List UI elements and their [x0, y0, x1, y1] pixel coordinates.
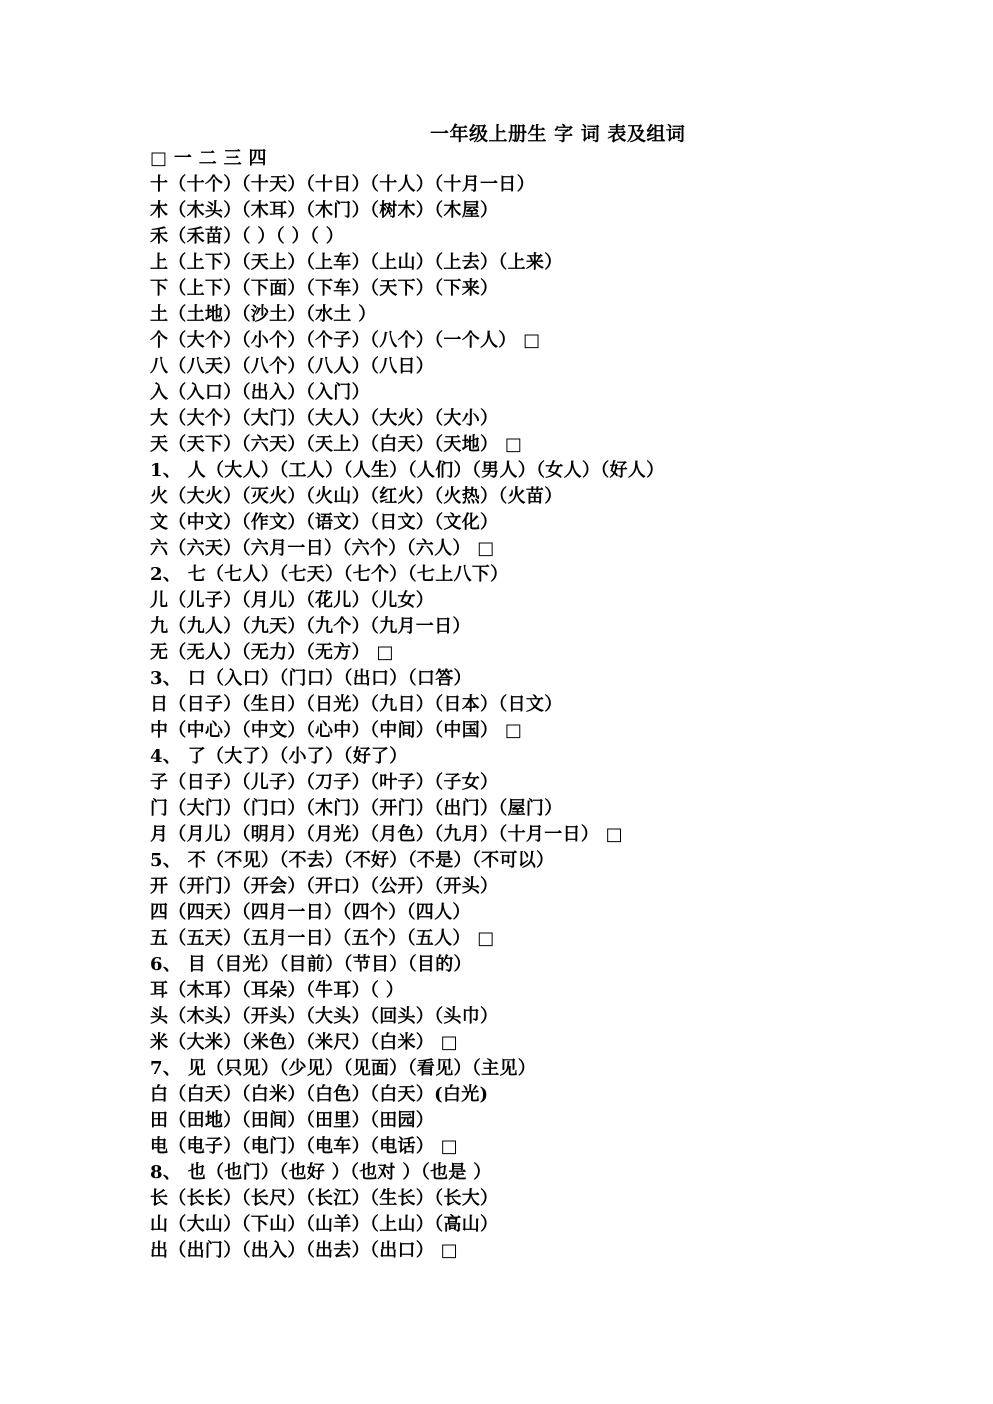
vocabulary-line: 十（十个）（十天）（十日）（十人）（十月一日）	[150, 174, 535, 195]
vocabulary-line: 门（大门）（门口）（木门）（开门）（出门）（屋门）	[150, 798, 563, 819]
vocabulary-line: 文（中文）（作文）（语文）（日文）（文化）	[150, 512, 499, 533]
vocabulary-line: 头（木头）（开头）（大头）（回头）（头巾）	[150, 1006, 499, 1027]
vocabulary-line: 上（上下）（天上）（上车）（上山）（上去）（上来）	[150, 252, 563, 273]
vocabulary-line: 无（无人）（无力）（无方） □	[150, 642, 394, 663]
vocabulary-line: 子（日子）（儿子）（刀子）（叶子）（子女）	[150, 772, 499, 793]
vocabulary-line: 1、 人（大人）（工人）（人生）（人们）（男人）（女人）（好人）	[150, 460, 665, 481]
vocabulary-line: 中（中心）（中文）（心中）（中间）（中国） □	[150, 720, 523, 741]
vocabulary-line: 四（四天）（四月一日）（四个）（四人）	[150, 902, 471, 923]
vocabulary-line: 山（大山）（下山）（山羊）（上山）（高山）	[150, 1214, 499, 1235]
vocabulary-line: 3、 口（入口）（门口）（出口）（口答）	[150, 668, 472, 689]
vocabulary-line: 7、 见（只见）（少见）（见面）（看见）（主见）	[150, 1058, 536, 1079]
vocabulary-line: 木（木头）（木耳）（木门）（树木）（木屋）	[150, 200, 499, 221]
vocabulary-line: 耳（木耳）（耳朵）（牛耳）（ ）	[150, 980, 405, 1001]
vocabulary-line: 4、 了（大了）（小了）（好了）	[150, 746, 408, 767]
vocabulary-line: 入（入口）（出入）（入门）	[150, 382, 370, 403]
vocabulary-line: 8、 也（也门）（也好 ）（也对 ）（也是 ）	[150, 1162, 492, 1183]
vocabulary-line: 白（白天）（白米）（白色）（白天）(白光)	[150, 1084, 489, 1105]
vocabulary-line: 个（大个）（小个）（个子）（八个）（一个人） □	[150, 330, 541, 351]
vocabulary-line: 儿（儿子）（月儿）（花儿）（儿女）	[150, 590, 435, 611]
vocabulary-line: 5、 不（不见）（不去）（不好）（不是）（不可以）	[150, 850, 555, 871]
vocabulary-line: 田（田地）（田间）（田里）（田园）	[150, 1110, 435, 1131]
vocabulary-line: 天（天下）（六天）（天上）（白天）（天地） □	[150, 434, 523, 455]
document-title: 一年级上册生 字 词 表及组词	[430, 123, 686, 145]
vocabulary-line: 八（八天）（八个）（八人）（八日）	[150, 356, 435, 377]
vocabulary-line: 六（六天）（六月一日）（六个）（六人） □	[150, 538, 495, 559]
vocabulary-line: 月（月儿）（明月）（月光）（月色）（九月）（十月一日） □	[150, 824, 623, 845]
vocabulary-line: 下（上下）（下面）（下车）（天下）（下来）	[150, 278, 499, 299]
vocabulary-line: 五（五天）（五月一日）（五个）（五人） □	[150, 928, 495, 949]
vocabulary-line: 九（九人）（九天）（九个）（九月一日）	[150, 616, 471, 637]
vocabulary-line: 长（长长）（长尺）（长江）（生长）（长大）	[150, 1188, 499, 1209]
vocabulary-line: 出（出门）（出入）（出去）（出口） □	[150, 1240, 458, 1261]
vocabulary-list	[150, 146, 950, 1264]
vocabulary-line: 米（大米）（米色）（米尺）（白米） □	[150, 1032, 458, 1053]
vocabulary-line: 禾（禾苗）（ ）（ ）（ ）	[150, 226, 344, 247]
vocabulary-line: 大（大个）（大门）（大人）（大火）（大小）	[150, 408, 499, 429]
vocabulary-line: 6、 目（目光）（目前）（节目）（目的）	[150, 954, 472, 975]
vocabulary-line: □ 一 二 三 四	[150, 148, 267, 169]
vocabulary-line: 土（土地）（沙土）（水土 ）	[150, 304, 377, 325]
vocabulary-line: 火（大火）（灭火）（火山）（红火）（火热）（火苗）	[150, 486, 563, 507]
vocabulary-line: 2、 七（七人）（七天）（七个）（七上八下）	[150, 564, 509, 585]
vocabulary-line: 日（日子）（生日）（日光）（九日）（日本）（日文）	[150, 694, 563, 715]
vocabulary-line: 电（电子）（电门）（电车）（电话） □	[150, 1136, 458, 1157]
vocabulary-line: 开（开门）（开会）（开口）（公开）（开头）	[150, 876, 499, 897]
